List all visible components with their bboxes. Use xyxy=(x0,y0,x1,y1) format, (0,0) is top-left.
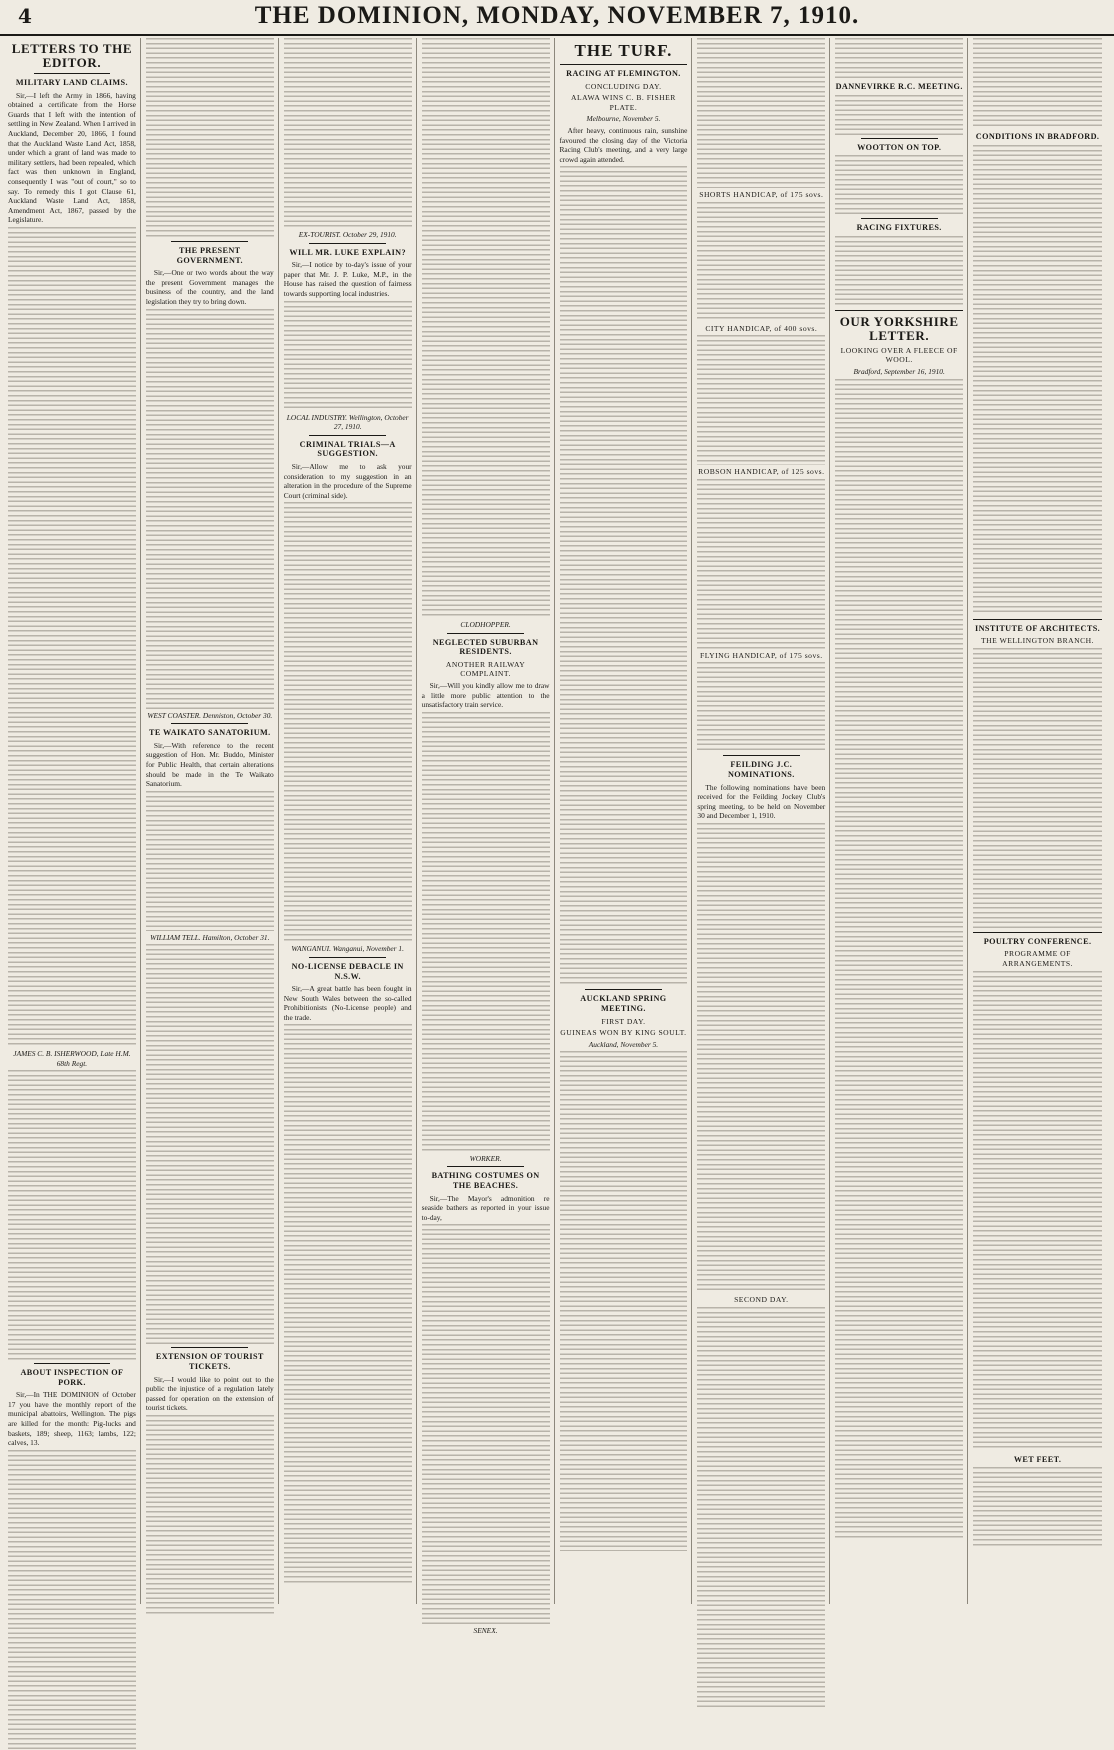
article-body-filler xyxy=(973,971,1102,1451)
article-paragraph: After heavy, continuous rain, sunshine favoured the closing day of the Victoria Racing Club's meeting, and a very large crowd again attended. xyxy=(559,125,688,164)
article-paragraph: Sir,—I left the Army in 1866, having obtained a certificate from the Horse Guards that I left with the intention of settling in New Zealand. When I arrived in Auckland, December 20, 1866, I found that the Auckland Waste Land Act, 1858, under which a grant of land was made to military settlers, had been repealed, which fact was then unknown in England, consequently I was "out of court," so to say. To remedy this I got Clause 61, Auckland Waste Land Act, 1858, Amendment Act, 1867, passed by the Legislature. xyxy=(8,90,136,225)
article-body-filler xyxy=(835,95,963,135)
article-subheading: SECOND DAY. xyxy=(734,1294,789,1304)
article-signature: WANGANUI. Wanganui, November 1. xyxy=(291,944,404,954)
article-heading: THE PRESENT GOVERNMENT. xyxy=(176,246,243,265)
divider xyxy=(973,619,1102,620)
article-subheading: ALAWA WINS C. B. FISHER PLATE. xyxy=(571,93,676,112)
article-body-filler xyxy=(284,1024,412,1584)
article-body-filler xyxy=(697,38,825,188)
article-paragraph: Sir,—One or two words about the way the present Government manages the business of the country, and the land legislation they try to bring down. xyxy=(145,268,274,306)
article-heading: POULTRY CONFERENCE. xyxy=(983,936,1092,946)
article-heading: EXTENSION OF TOURIST TICKETS. xyxy=(155,1352,264,1371)
article-body-filler xyxy=(697,823,825,1293)
article-body-filler xyxy=(284,502,412,942)
article-heading: AUCKLAND SPRING MEETING. xyxy=(580,994,667,1013)
column-4 xyxy=(421,38,555,1636)
article-body-filler xyxy=(835,38,963,78)
article-dateline: Auckland, November 5. xyxy=(588,1039,659,1049)
article-heading: WOOTTON ON TOP. xyxy=(857,142,942,152)
column-5 xyxy=(560,38,693,1604)
masthead xyxy=(0,0,1114,36)
divider xyxy=(560,64,688,65)
article-subheading: THE WELLINGTON BRANCH. xyxy=(981,636,1095,646)
article-heading: CRIMINAL TRIALS—A SUGGESTION. xyxy=(299,439,396,459)
section-heading-turf: THE TURF. xyxy=(574,41,673,60)
article-body-filler xyxy=(422,712,550,1152)
article-heading: RACING FIXTURES. xyxy=(856,223,942,233)
article-body-filler xyxy=(835,379,963,1539)
article-body-filler xyxy=(560,1051,688,1551)
divider xyxy=(309,243,386,244)
article-heading: RACING AT FLEMINGTON. xyxy=(566,69,681,78)
article-body-filler xyxy=(697,662,825,752)
article-heading: BATHING COSTUMES ON THE BEACHES. xyxy=(431,1171,540,1190)
article-dateline: Bradford, September 16, 1910. xyxy=(853,366,945,376)
divider xyxy=(973,932,1102,933)
race-heading: ROBSON HANDICAP, of 125 sovs. xyxy=(698,467,825,477)
newspaper-title: THE DOMINION, MONDAY, NOVEMBER 7, 1910. xyxy=(254,2,860,29)
article-body-filler xyxy=(697,335,825,465)
article-heading: WILL MR. LUKE EXPLAIN? xyxy=(289,247,406,257)
article-body-filler xyxy=(697,202,825,322)
article-heading: INSTITUTE OF ARCHITECTS. xyxy=(975,623,1101,633)
page-number: 4 xyxy=(18,4,32,28)
article-heading: FEILDING J.C. NOMINATIONS. xyxy=(727,760,795,779)
article-paragraph: Sir,—I notice by to-day's issue of your paper that Mr. J. P. Luke, M.P., in the House has raised the question of fairness towards supporting local industries. xyxy=(283,260,412,298)
article-subheading: GUINEAS WON BY KING SOULT. xyxy=(560,1028,687,1038)
section-heading-letters: LETTERS TO THE EDITOR. xyxy=(11,41,133,70)
divider xyxy=(835,310,963,311)
article-body-filler xyxy=(284,301,412,411)
article-paragraph: Sir,—I would like to point out to the public the injustice of a regulation lately passed for operation on the extension of tourist tickets. xyxy=(145,1374,274,1413)
article-heading: CONDITIONS IN BRADFORD. xyxy=(975,132,1100,141)
article-body-filler xyxy=(146,38,274,238)
article-paragraph: Sir,—The Mayor's admonition re seaside bathers as reported in your issue to-day, xyxy=(421,1193,550,1222)
article-subheading: LOOKING OVER A FLEECE OF WOOL. xyxy=(840,345,958,365)
article-paragraph: Sir,—Allow me to ask your consideration to my suggestion in an alteration in the procedure of the Supreme Court (criminal side). xyxy=(283,461,412,500)
column-8 xyxy=(973,38,1106,1604)
article-paragraph: Sir,—In THE DOMINION of October 17 you have the monthly report of the municipal abattoirs, Wellington. The pigs are killed for the month: Pig-lucks and baskets, 189; sheep, 1163; lambs, 122; calves, 13. xyxy=(8,1390,136,1448)
article-body-filler xyxy=(146,1415,274,1615)
divider xyxy=(34,73,111,74)
article-body-filler xyxy=(422,1224,550,1624)
divider xyxy=(309,957,386,958)
divider xyxy=(34,1363,111,1364)
article-signature: JAMES C. B. ISHERWOOD, Late H.M. 68th Regt. xyxy=(13,1048,131,1068)
article-heading: WET FEET. xyxy=(1013,1454,1062,1464)
article-signature: SENEX. xyxy=(473,1626,498,1636)
article-signature: LOCAL INDUSTRY. Wellington, October 27, 1910. xyxy=(286,412,409,432)
article-body-filler xyxy=(835,155,963,215)
article-signature: WEST COASTER. Denniston, October 30. xyxy=(147,710,273,720)
article-heading: ABOUT INSPECTION OF PORK. xyxy=(20,1368,124,1387)
column-7 xyxy=(835,38,968,1604)
column-6 xyxy=(697,38,830,1604)
article-body-filler xyxy=(422,38,550,618)
race-heading: FLYING HANDICAP, of 175 sovs. xyxy=(700,650,823,660)
divider xyxy=(861,138,938,139)
article-body-filler xyxy=(697,1307,825,1707)
article-body-filler xyxy=(973,1467,1102,1547)
section-heading-yorkshire: OUR YORKSHIRE LETTER. xyxy=(839,313,959,343)
article-body-filler xyxy=(973,145,1102,615)
article-signature: WORKER. xyxy=(469,1153,502,1163)
article-paragraph: The following nominations have been received for the Feilding Jockey Club's spring meeting, to be held on November 30 and December 1, 1910. xyxy=(697,782,826,821)
article-subheading: PROGRAMME OF ARRANGEMENTS. xyxy=(1002,949,1073,968)
article-body-filler xyxy=(8,1070,136,1360)
article-paragraph: Sir,—Will you kindly allow me to draw a little more public attention to the unsatisfactory train service. xyxy=(421,680,550,710)
divider xyxy=(861,218,938,219)
article-body-filler xyxy=(8,227,136,1047)
article-paragraph: Sir,—A great battle has been fought in New South Wales between the so-called Prohibitionists (No-License people) and the trade. xyxy=(283,984,412,1022)
article-body-filler xyxy=(146,309,274,709)
article-subheading: CONCLUDING DAY. xyxy=(585,81,662,91)
divider xyxy=(447,1166,524,1167)
article-heading: NO-LICENSE DEBACLE IN N.S.W. xyxy=(291,961,404,981)
divider xyxy=(171,241,248,242)
article-body-filler xyxy=(697,479,825,649)
article-heading: MILITARY LAND CLAIMS. xyxy=(15,78,128,87)
article-paragraph: Sir,—With reference to the recent suggestion of Hon. Mr. Buddo, Minister for Public Health, that certain alterations should be made in the Te Waikato Sanatorium. xyxy=(145,740,274,789)
divider xyxy=(447,633,524,634)
article-body-filler xyxy=(146,944,274,1344)
article-heading: DANNEVIRKE R.C. MEETING. xyxy=(835,82,963,91)
article-body-filler xyxy=(560,166,688,986)
divider xyxy=(723,755,800,756)
divider xyxy=(309,435,386,436)
article-body-filler xyxy=(146,791,274,931)
article-body-filler xyxy=(8,1450,136,1750)
article-signature: WILLIAM TELL. Hamilton, October 31. xyxy=(150,932,270,942)
column-2 xyxy=(146,38,279,1604)
article-signature: CLODHOPPER. xyxy=(460,620,511,629)
divider xyxy=(585,989,662,990)
article-heading: TE WAIKATO SANATORIUM. xyxy=(149,728,271,738)
article-body-filler xyxy=(973,648,1102,928)
divider xyxy=(171,723,248,724)
article-body-filler xyxy=(284,38,412,228)
race-heading: CITY HANDICAP, of 400 sovs. xyxy=(705,323,818,333)
race-heading: SHORTS HANDICAP, of 175 sovs. xyxy=(699,190,824,199)
divider xyxy=(171,1347,248,1348)
newspaper-columns xyxy=(8,38,1106,1636)
article-body-filler xyxy=(835,236,963,306)
article-subheading: ANOTHER RAILWAY COMPLAINT. xyxy=(445,659,526,679)
article-body-filler xyxy=(973,38,1102,128)
article-subheading: FIRST DAY. xyxy=(601,1016,646,1026)
article-signature: EX-TOURIST. October 29, 1910. xyxy=(298,230,397,239)
article-dateline: Melbourne, November 5. xyxy=(586,114,661,124)
column-3 xyxy=(284,38,417,1604)
article-heading: NEGLECTED SUBURBAN RESIDENTS. xyxy=(432,637,539,657)
column-1 xyxy=(8,38,141,1604)
